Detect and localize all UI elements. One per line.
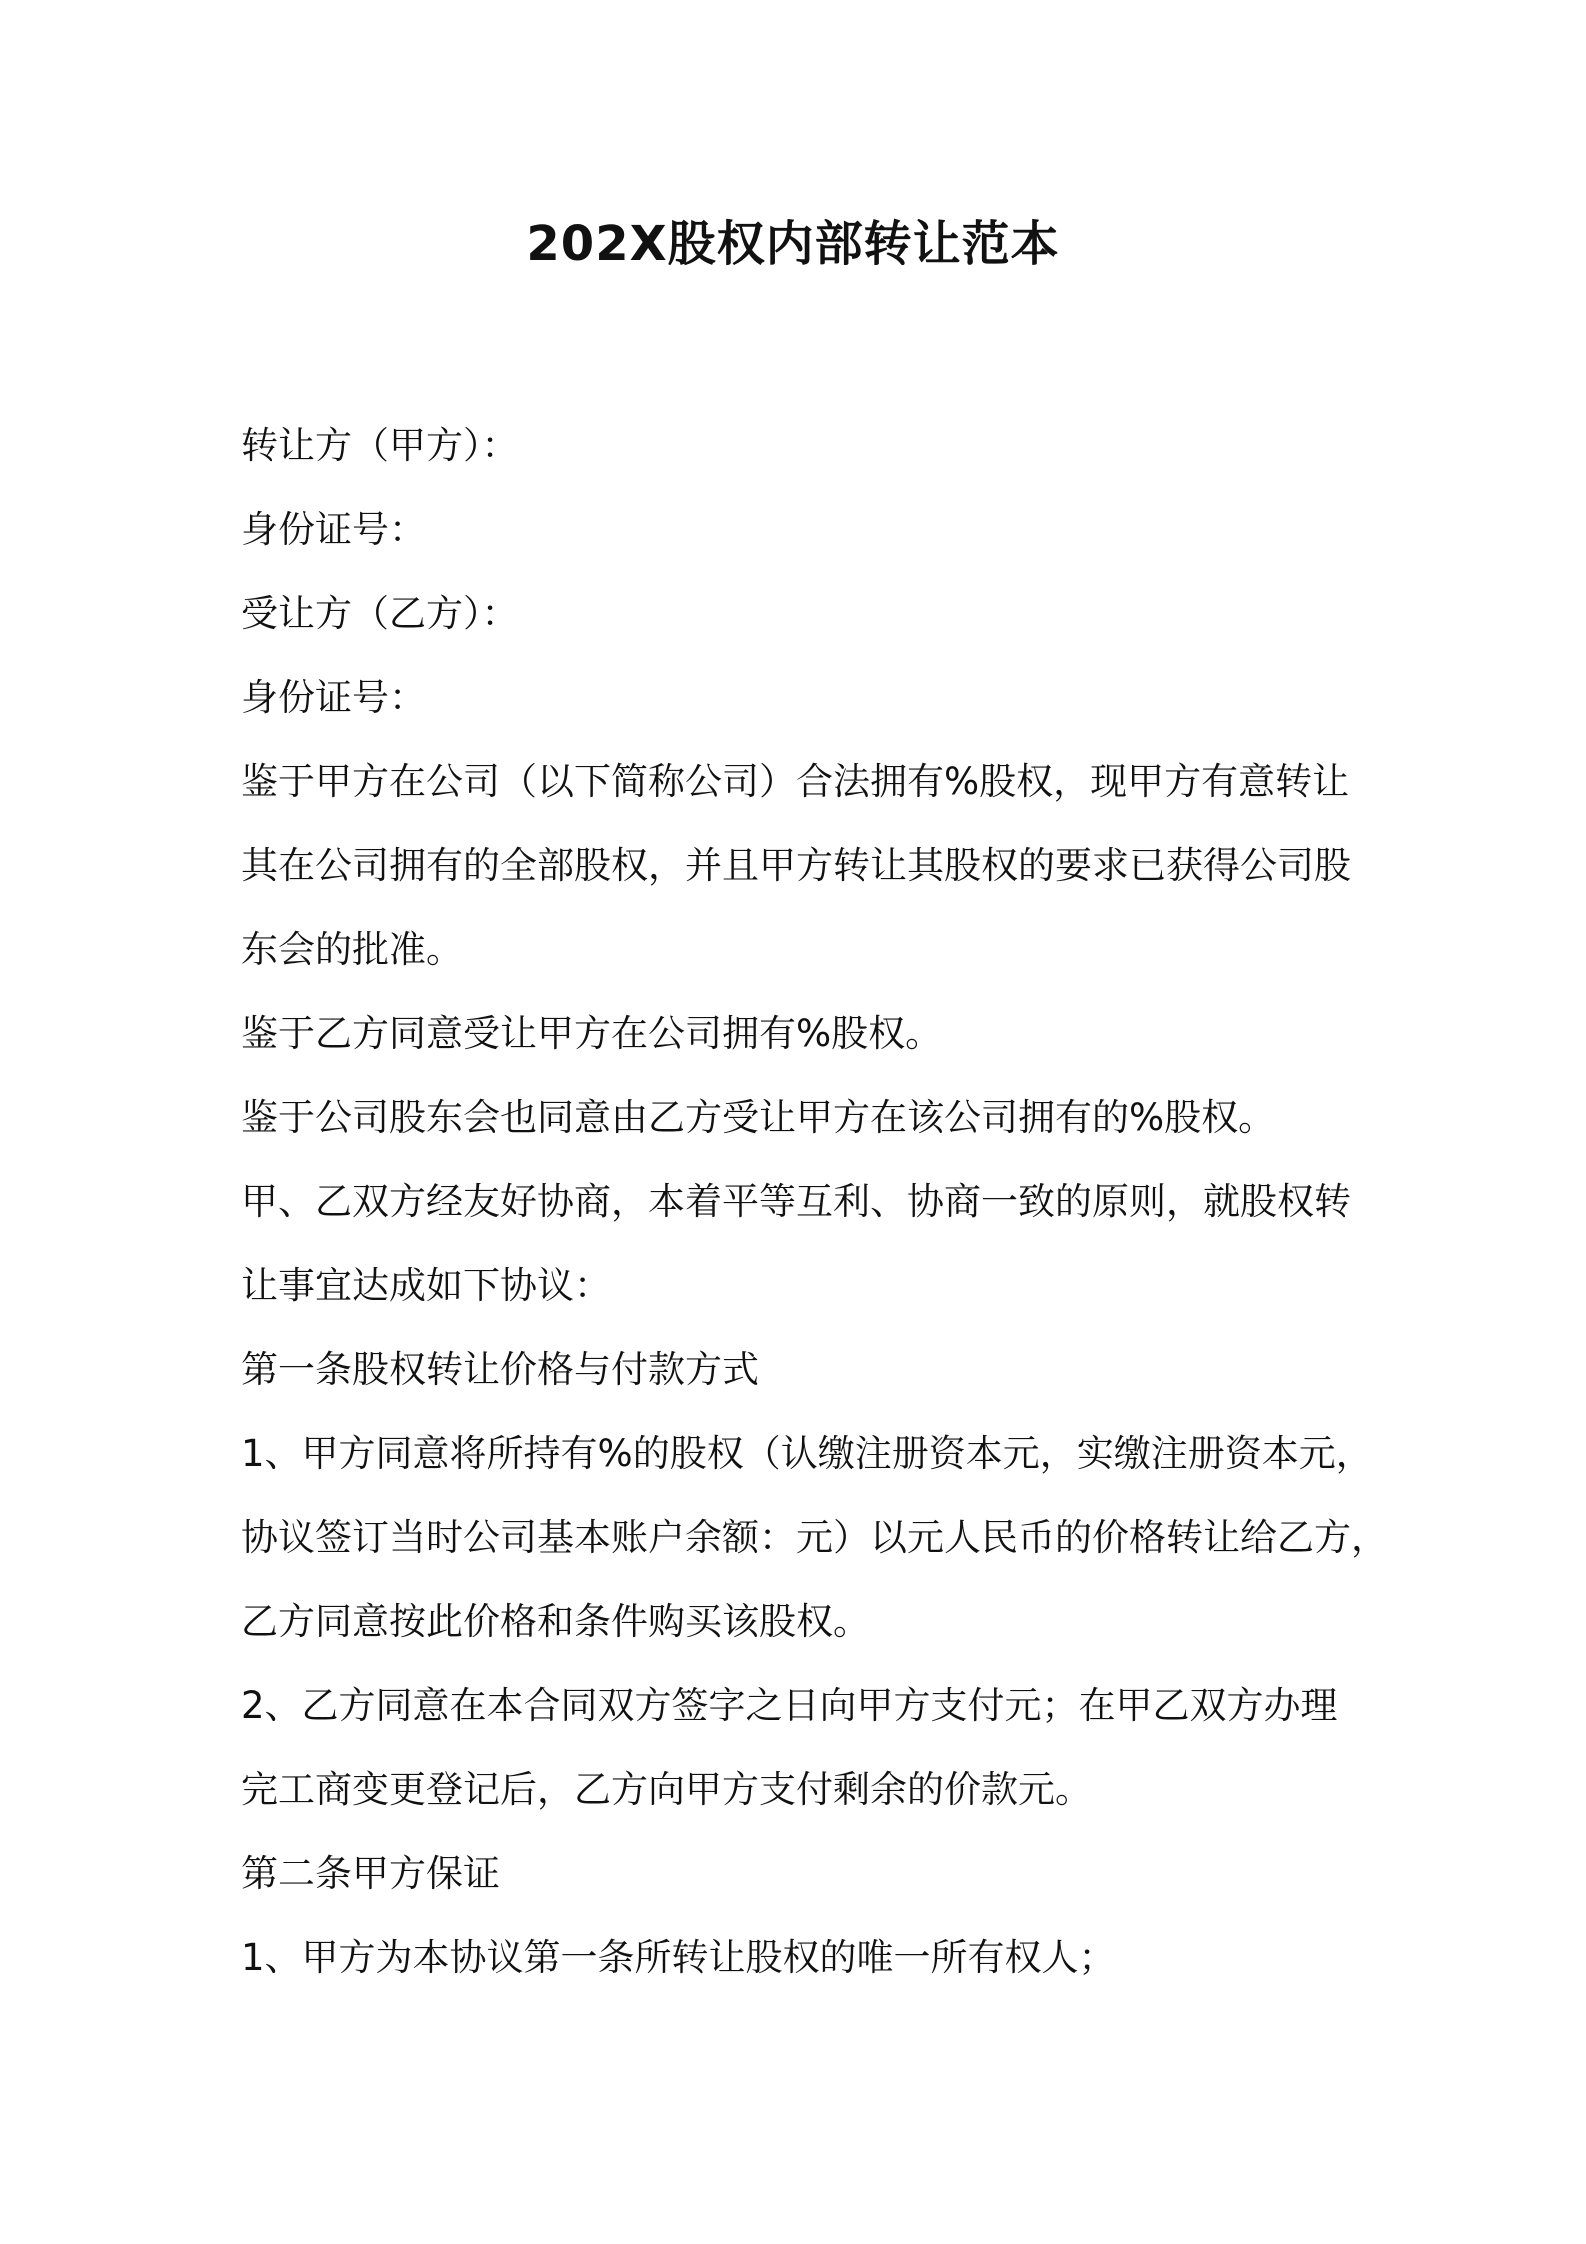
article-1-clause-2-line-1: 2、乙方同意在本合同双方签字之日向甲方支付元；在甲乙双方办理: [241, 1684, 1338, 1727]
recital-1-line-2: 其在公司拥有的全部股权，并且甲方转让其股权的要求已获得公司股: [241, 844, 1351, 887]
line-transferee-id: 身份证号：: [241, 676, 426, 719]
line-transferor: 转让方（甲方）：: [241, 424, 519, 467]
article-1-clause-1-line-1: 1、甲方同意将所持有%的股权（认缴注册资本元，实缴注册资本元，: [241, 1432, 1373, 1475]
agreement-intro-line-2: 让事宜达成如下协议：: [241, 1264, 611, 1307]
recital-1-line-3: 东会的批准。: [241, 928, 463, 971]
document-body: [241, 404, 1401, 2000]
line-transferor-id: 身份证号：: [241, 508, 426, 551]
article-1-clause-2-line-2: 完工商变更登记后，乙方向甲方支付剩余的价款元。: [241, 1768, 1092, 1811]
agreement-intro-line-1: 甲、乙双方经友好协商，本着平等互利、协商一致的原则，就股权转: [241, 1180, 1351, 1223]
recital-3: 鉴于公司股东会也同意由乙方受让甲方在该公司拥有的%股权。: [241, 1096, 1276, 1139]
article-2-heading: 第二条甲方保证: [241, 1852, 500, 1895]
line-transferee: 受让方（乙方）：: [241, 592, 519, 635]
recital-2: 鉴于乙方同意受让甲方在公司拥有%股权。: [241, 1012, 943, 1055]
article-1-heading: 第一条股权转让价格与付款方式: [241, 1348, 759, 1391]
article-2-clause-1: 1、甲方为本协议第一条所转让股权的唯一所有权人；: [241, 1936, 1116, 1979]
article-1-clause-1-line-2: 协议签订当时公司基本账户余额：元）以元人民币的价格转让给乙方，: [241, 1516, 1388, 1559]
article-1-clause-1-line-3: 乙方同意按此价格和条件购买该股权。: [241, 1600, 870, 1643]
recital-1-line-1: 鉴于甲方在公司（以下简称公司）合法拥有%股权，现甲方有意转让: [241, 760, 1350, 803]
document-title: 202X股权内部转让范本: [526, 216, 1060, 272]
